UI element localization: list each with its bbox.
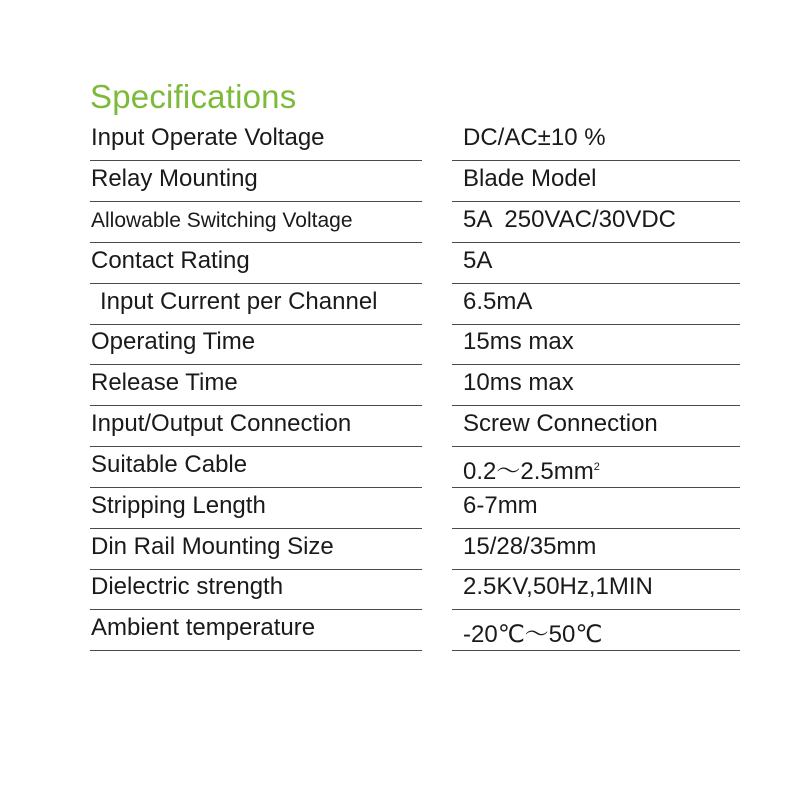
spec-label: Din Rail Mounting Size	[91, 533, 334, 560]
spec-label: Release Time	[91, 369, 238, 396]
spec-row	[0, 284, 800, 325]
spec-label: Contact Rating	[91, 247, 250, 274]
spec-value: 15ms max	[463, 328, 574, 355]
spec-row	[0, 610, 800, 651]
spec-label: Allowable Switching Voltage	[91, 209, 353, 232]
page-title: Specifications	[90, 78, 297, 115]
spec-value: 6-7mm	[463, 492, 538, 519]
row-divider	[452, 650, 740, 651]
spec-label: Input Current per Channel	[100, 288, 378, 315]
spec-row	[0, 365, 800, 406]
spec-value: 5A	[463, 247, 493, 274]
spec-row	[0, 161, 800, 202]
spec-value: -20℃～50℃	[463, 621, 603, 648]
spec-label: Input Operate Voltage	[91, 124, 325, 151]
spec-label: Suitable Cable	[91, 451, 248, 478]
spec-label: Input/Output Connection	[91, 410, 352, 437]
spec-row	[0, 569, 800, 610]
spec-value: Screw Connection	[463, 410, 658, 437]
spec-row	[0, 243, 800, 284]
spec-value: 2.5KV,50Hz,1MIN	[463, 573, 653, 600]
spec-value: 15/28/35mm	[463, 533, 597, 560]
spec-label: Dielectric strength	[91, 573, 284, 600]
spec-value: 6.5mA	[463, 288, 533, 315]
spec-value-text: 0.2～2.5mm	[463, 458, 594, 485]
spec-row	[0, 120, 800, 161]
spec-row	[0, 202, 800, 243]
spec-label: Operating Time	[91, 328, 256, 355]
spec-value	[463, 451, 600, 486]
spec-row	[0, 529, 800, 570]
spec-row	[0, 488, 800, 529]
spec-row	[0, 324, 800, 365]
spec-label: Stripping Length	[91, 492, 266, 519]
spec-value: 5A 250VAC/30VDC	[463, 206, 677, 233]
spec-row	[0, 447, 800, 488]
superscript: 2	[593, 461, 600, 473]
spec-row	[0, 406, 800, 447]
spec-value: Blade Model	[463, 165, 597, 192]
spec-label: Ambient temperature	[91, 614, 316, 641]
spec-label: Relay Mounting	[91, 165, 258, 192]
row-divider	[90, 650, 422, 651]
spec-value: 10ms max	[463, 369, 574, 396]
spec-value: DC/AC±10 %	[463, 124, 606, 151]
